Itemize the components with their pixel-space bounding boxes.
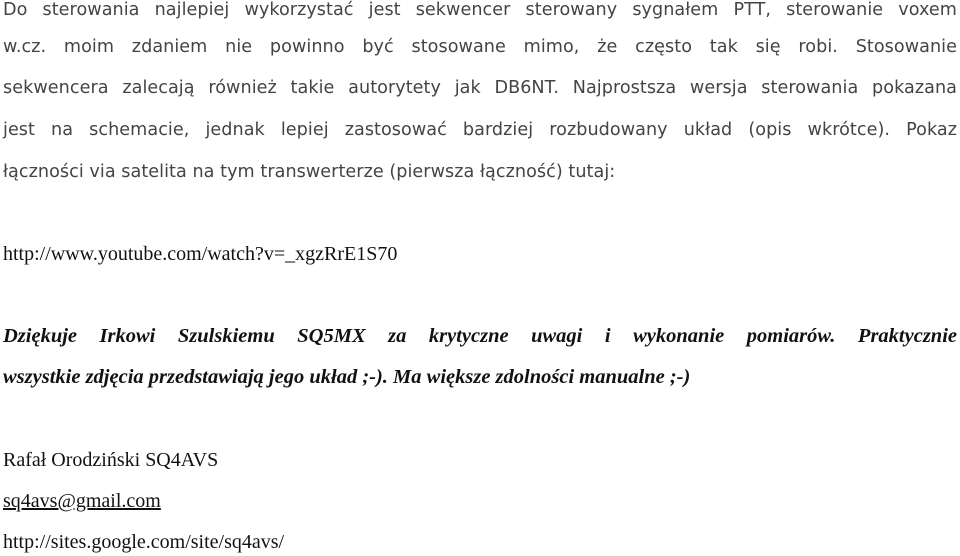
paragraph-line-1: Do sterowania najlepiej wykorzystać jest sekwencer sterowany sygnałem PTT, sterowanie voxem [3, 0, 957, 20]
website-link[interactable]: http://sites.google.com/site/sq4avs/ [3, 531, 285, 553]
paragraph-line-2: w.cz. moim zdaniem nie powinno być stosowane mimo, że często tak się robi. Stosowanie [3, 37, 957, 57]
video-link[interactable]: http://www.youtube.com/watch?v=_xgzRrE1S70 [3, 243, 398, 265]
acknowledgement-line-2: wszystkie zdjęcia przedstawiają jego układ ;-). Ma większe zdolności manualne ;-) [3, 366, 691, 388]
author-name: Rafał Orodziński SQ4AVS [3, 449, 219, 471]
acknowledgement-line-1: Dziękuje Irkowi Szulskiemu SQ5MX za krytyczne uwagi i wykonanie pomiarów. Praktycznie [3, 325, 957, 347]
paragraph-line-4: jest na schemacie, jednak lepiej zastosować bardziej rozbudowany układ (opis wkrótce). Pokaz [3, 120, 957, 140]
paragraph-line-3: sekwencera zalecają również takie autorytety jak DB6NT. Najprostsza wersja sterowania pokazana [3, 78, 957, 98]
paragraph-line-5: łączności via satelita na tym transwerterze (pierwsza łączność) tutaj: [3, 162, 616, 182]
email-link[interactable]: sq4avs@gmail.com [3, 490, 161, 512]
